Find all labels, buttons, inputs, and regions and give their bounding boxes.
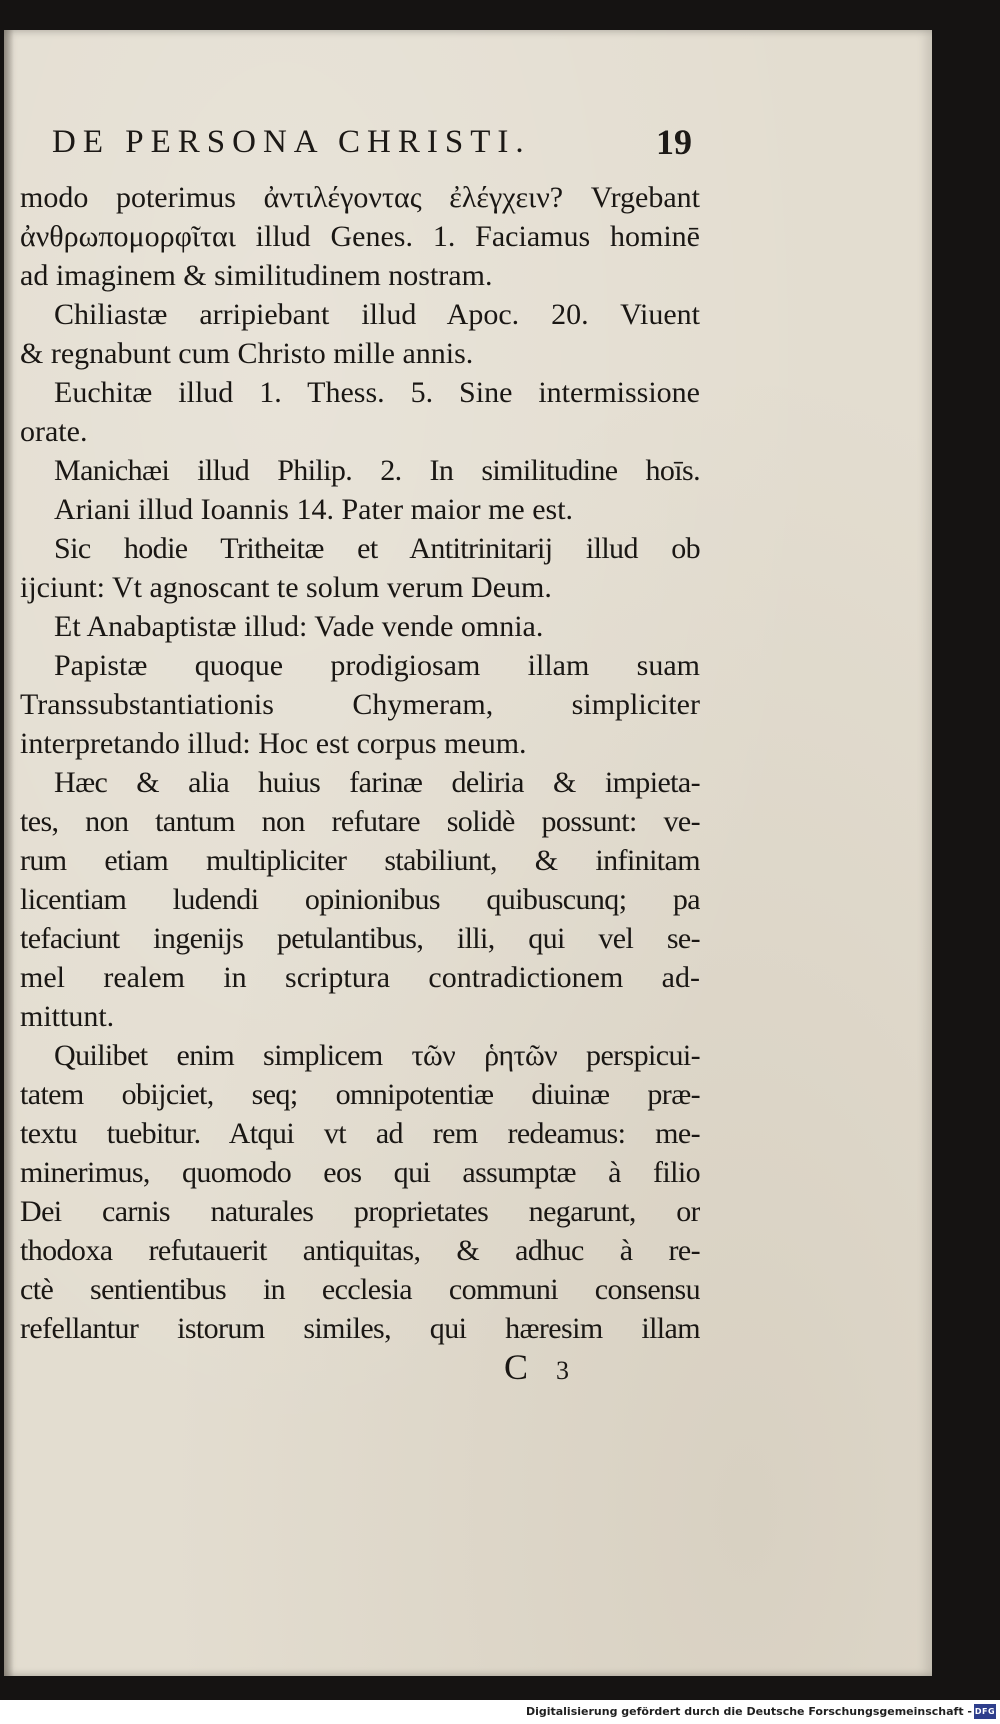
running-header-title: DE PERSONA CHRISTI. xyxy=(52,124,531,160)
funding-note: Digitalisierung gefördert durch die Deutsche Forschungsgemeinschaft - xyxy=(525,1705,972,1718)
text-line: rum etiam multipliciter stabiliunt, & infinitam xyxy=(20,844,700,877)
text-line: ijciunt: Vt agnoscant te solum verum Deum. xyxy=(20,571,552,604)
signature-number: 3 xyxy=(556,1356,570,1385)
text-line: Manichæi illud Philip. 2. In similitudine hoīs. xyxy=(54,454,700,487)
text-line: mittunt. xyxy=(20,1000,115,1033)
text-line: mel realem in scriptura contradictionem ad- xyxy=(20,961,700,994)
text-line: licentiam ludendi opinionibus quibuscunq; pa xyxy=(20,883,700,916)
text-line: Chiliastæ arripiebant illud Apoc. 20. Viuent xyxy=(54,298,700,331)
text-line: orate. xyxy=(20,415,88,448)
body-text xyxy=(20,178,700,1348)
text-line: modo poterimus ἀντιλέγοντας ἐλέγχειν? Vrgebant xyxy=(20,181,700,214)
text-line: Sic hodie Tritheitæ et Antitrinitarij illud ob xyxy=(54,532,700,565)
text-line: minerimus, quomodo eos qui assumptæ à filio xyxy=(20,1156,700,1189)
page-gutter-shadow xyxy=(4,30,14,1676)
text-line: tes, non tantum non refutare solidè possunt: ve- xyxy=(20,805,700,838)
text-line: Euchitæ illud 1. Thess. 5. Sine intermissione xyxy=(54,376,700,409)
text-line: Hæc & alia huius farinæ deliria & impieta- xyxy=(54,766,700,799)
dfg-logo-icon: DFG xyxy=(974,1704,996,1719)
text-line: Ariani illud Ioannis 14. Pater maior me est. xyxy=(54,493,574,526)
footer-strip xyxy=(0,1700,1000,1724)
text-line: ctè sentientibus in ecclesia communi consensu xyxy=(20,1273,700,1306)
text-line: textu tuebitur. Atqui vt ad rem redeamus: me- xyxy=(20,1117,700,1150)
text-line: Quilibet enim simplicem τῶν ῥητῶν perspicui- xyxy=(54,1039,700,1072)
running-header xyxy=(52,112,692,172)
text-line: ad imaginem & similitudinem nostram. xyxy=(20,259,493,292)
text-line: tatem obijciet, seq; omnipotentiæ diuinæ præ- xyxy=(20,1078,700,1111)
text-line: thodoxa refutauerit antiquitas, & adhuc à re- xyxy=(20,1234,700,1267)
page-number: 19 xyxy=(656,122,692,162)
text-line: ἀνθρωπομορφῖται illud Genes. 1. Faciamus hominē xyxy=(20,220,700,253)
text-line: interpretando illud: Hoc est corpus meum. xyxy=(20,727,527,760)
signature-letter: C xyxy=(504,1347,531,1387)
text-line: & regnabunt cum Christo mille annis. xyxy=(20,337,474,370)
signature-mark xyxy=(504,1342,569,1392)
text-line: Et Anabaptistæ illud: Vade vende omnia. xyxy=(54,610,544,643)
text-line: Papistæ quoque prodigiosam illam suam xyxy=(54,649,700,682)
text-line: tefaciunt ingenijs petulantibus, illi, qui vel se- xyxy=(20,922,700,955)
book-page xyxy=(4,30,932,1676)
text-line: Transsubstantiationis Chymeram, simpliciter xyxy=(20,688,700,721)
text-line: Dei carnis naturales proprietates negarunt, or xyxy=(20,1195,700,1228)
text-line: refellantur istorum similes, qui hæresim illam xyxy=(20,1312,700,1345)
